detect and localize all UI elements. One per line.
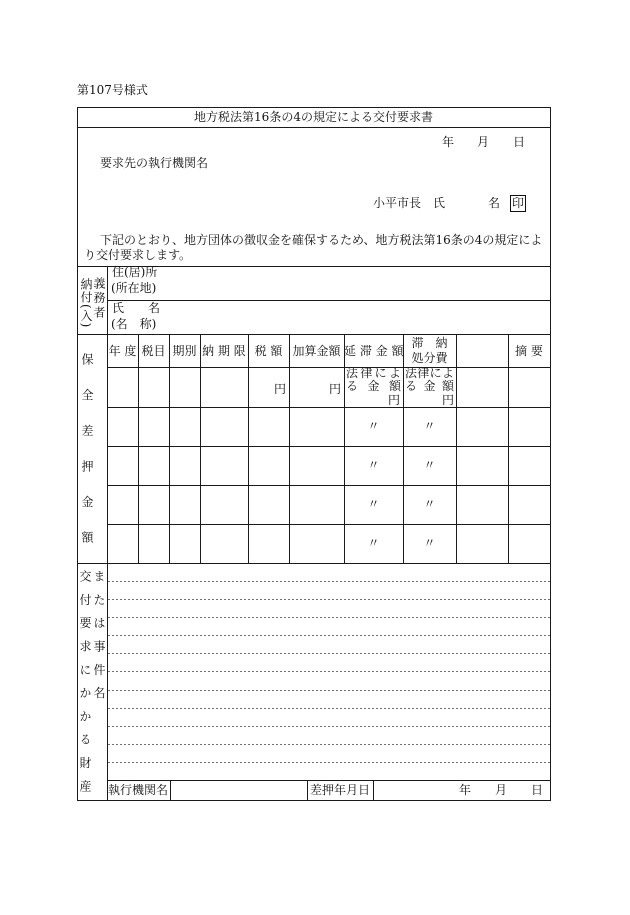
header-disposition-cost-line1: 滞 納 xyxy=(411,336,448,350)
taxpayer-label-right: 義務者 xyxy=(92,277,106,321)
table-row xyxy=(108,525,550,563)
table-row xyxy=(108,408,550,446)
header-tax-item: 税目 xyxy=(141,344,166,358)
name-label: 氏 名 xyxy=(112,301,161,315)
seizure-date-year: 年 xyxy=(459,783,472,797)
property-detail-area xyxy=(108,564,550,780)
header-period: 期別 xyxy=(172,344,197,358)
address-field xyxy=(165,267,550,300)
table-row xyxy=(108,447,550,485)
address-label: 住(居)所 xyxy=(112,265,158,279)
form-title: 地方税法第16条の4の規定による交付要求書 xyxy=(194,110,433,124)
header-remarks: 摘 要 xyxy=(515,344,543,358)
additional-amount-yen-unit: 円 xyxy=(328,382,341,396)
address-sublabel: (所在地) xyxy=(111,281,157,295)
recipient-agency-name-field xyxy=(210,150,540,174)
disposition-legal-amount-note: 法律による金額 xyxy=(405,367,454,393)
seizure-date-day: 日 xyxy=(531,783,544,797)
header-delinquency-amount: 延 滞 金 額 xyxy=(344,344,404,358)
name-field xyxy=(165,301,550,334)
request-date-year: 年 xyxy=(442,135,455,149)
header-due-date: 納 期 限 xyxy=(202,344,246,358)
ditto-mark: 〃 xyxy=(367,458,380,472)
ditto-mark: 〃 xyxy=(423,497,436,511)
form-number: 第107号様式 xyxy=(77,83,148,97)
ditto-mark: 〃 xyxy=(367,419,380,433)
issuer-name-label-end: 名 xyxy=(488,196,501,210)
seal-stamp-box: 印 xyxy=(511,196,524,210)
property-label-right: または事件名 xyxy=(92,570,106,710)
tax-amount-yen-unit: 円 xyxy=(273,382,286,396)
header-fiscal-year: 年 度 xyxy=(108,344,137,358)
header-disposition-cost-line2: 処分費 xyxy=(411,351,448,365)
table-row xyxy=(108,486,550,524)
name-sublabel: (名 称) xyxy=(111,317,157,331)
executing-agency-name-field xyxy=(171,781,307,800)
header-tax-amount: 税 額 xyxy=(254,344,283,358)
property-label-left: 交付要求にかかる財産 xyxy=(78,570,92,803)
ditto-mark: 〃 xyxy=(423,419,436,433)
header-additional-amount: 加算金額 xyxy=(292,344,341,358)
body-text-line1: 下記のとおり、地方団体の徴収金を確保するため、地方税法第16条の4の規定によ xyxy=(100,233,543,247)
taxpayer-label-left: 納付(入) xyxy=(79,278,93,329)
ditto-mark: 〃 xyxy=(367,536,380,550)
ditto-mark: 〃 xyxy=(367,497,380,511)
ditto-mark: 〃 xyxy=(423,458,436,472)
body-text-line2: り交付要求します。 xyxy=(84,248,192,262)
seizure-date-label: 差押年月日 xyxy=(310,783,371,797)
amount-section-label: 保全差押金額 xyxy=(80,353,94,567)
delinquency-legal-amount-note: 法律による金額 xyxy=(346,367,401,393)
disposition-yen-unit: 円 xyxy=(441,393,454,407)
executing-agency-label: 執行機関名 xyxy=(108,783,169,797)
ditto-mark: 〃 xyxy=(423,536,436,550)
delinquency-yen-unit: 円 xyxy=(387,393,400,407)
issuer-name-label: 小平市長 氏 xyxy=(373,196,446,210)
request-date-day: 日 xyxy=(513,135,526,149)
seizure-date-month: 月 xyxy=(495,783,508,797)
recipient-label: 要求先の執行機関名 xyxy=(100,156,209,170)
request-date-month: 月 xyxy=(477,135,490,149)
